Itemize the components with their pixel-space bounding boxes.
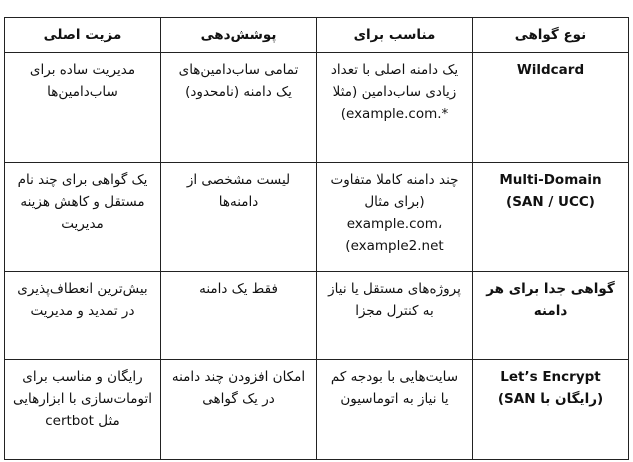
header-type: نوع گواهی (473, 18, 629, 53)
cell-coverage: امکان افزودن چند دامنه در یک گواهی (161, 360, 317, 460)
header-suitable: مناسب برای (317, 18, 473, 53)
header-coverage: پوشش‌دهی (161, 18, 317, 53)
cell-coverage: فقط یک دامنه (161, 272, 317, 360)
table-row (5, 53, 629, 163)
cell-coverage: تمامی ساب‌دامین‌های یک دامنه (نامحدود) (161, 53, 317, 163)
table-row (5, 360, 629, 460)
cell-advantage: رایگان و مناسب برای اتومات‌سازی با ابزارهایی مثل certbot (5, 360, 161, 460)
table-row (5, 163, 629, 272)
cell-type: گواهی جدا برای هر دامنه (473, 272, 629, 360)
cell-advantage: یک گواهی برای چند نام مستقل و کاهش هزینه مدیریت (5, 163, 161, 272)
cell-type: Multi-Domain (SAN / UCC) (473, 163, 629, 272)
cell-suitable: چند دامنه کاملا متفاوت (برای مثال example.com، example2.net) (317, 163, 473, 272)
cell-advantage: بیش‌ترین انعطاف‌پذیری در تمدید و مدیریت (5, 272, 161, 360)
cell-advantage: مدیریت ساده برای ساب‌دامین‌ها (5, 53, 161, 163)
certificate-comparison-table (4, 17, 629, 460)
cell-type: Let’s Encrypt (رایگان با SAN) (473, 360, 629, 460)
cell-coverage: لیست مشخصی از دامنه‌ها (161, 163, 317, 272)
table-row (5, 272, 629, 360)
header-row (5, 18, 629, 53)
cell-suitable: یک دامنه اصلی با تعداد زیادی ساب‌دامین (مثلا *.example.com) (317, 53, 473, 163)
cell-type: Wildcard (473, 53, 629, 163)
header-advantage: مزیت اصلی (5, 18, 161, 53)
cell-suitable: پروژه‌های مستقل یا نیاز به کنترل مجزا (317, 272, 473, 360)
cell-suitable: سایت‌هایی با بودجه کم یا نیاز به اتوماسیون (317, 360, 473, 460)
